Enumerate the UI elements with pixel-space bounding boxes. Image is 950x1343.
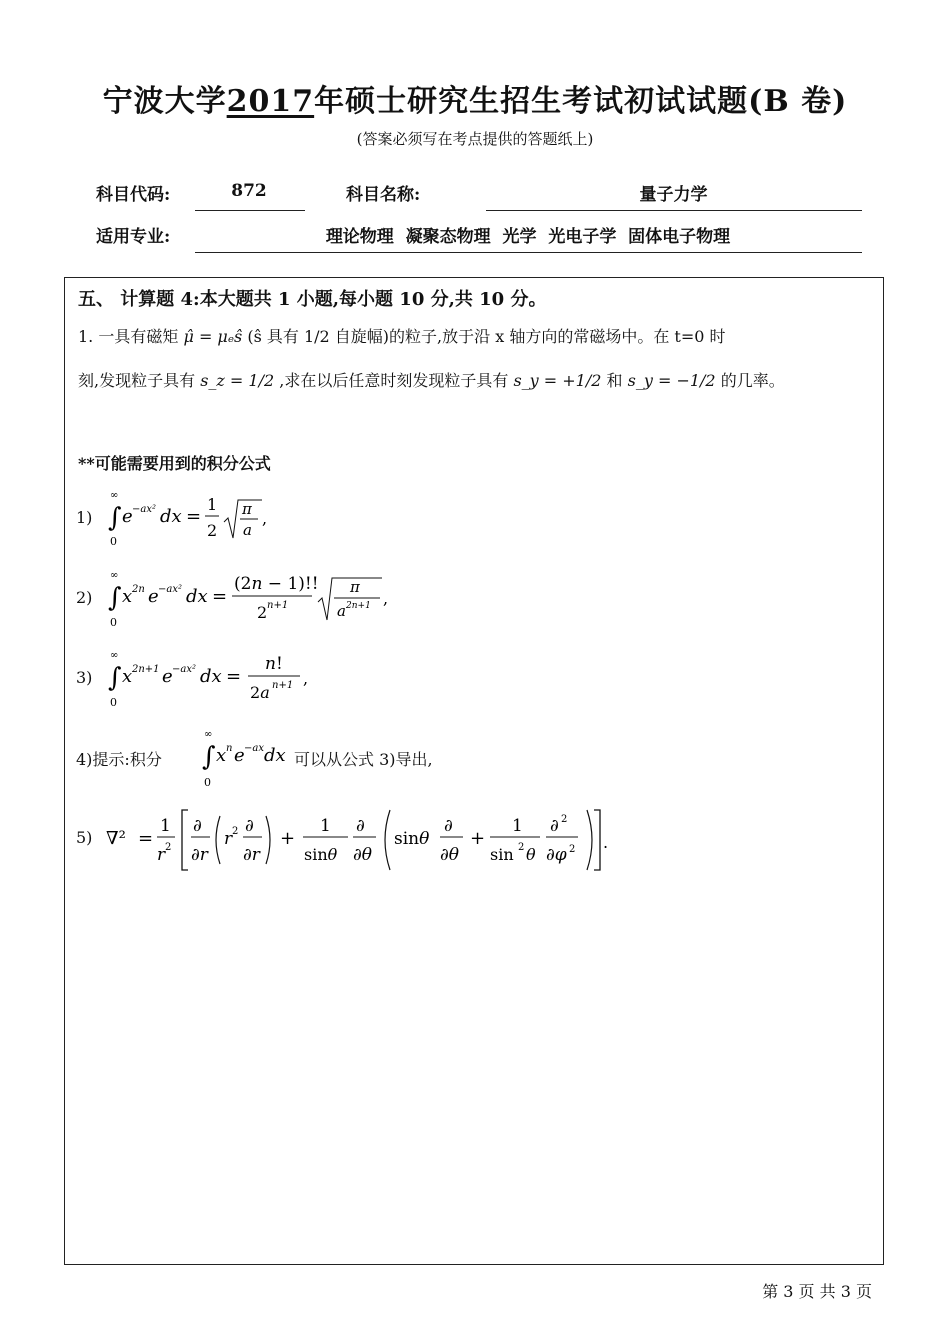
- formula-3: [100, 648, 330, 712]
- svg-text:∂: ∂: [245, 816, 254, 836]
- svg-text:∫: ∫: [108, 503, 122, 533]
- formula-1: [100, 488, 280, 550]
- svg-text:∫: ∫: [108, 663, 122, 693]
- section-heading: 五、 计算题 4:本大题共 1 小题,每小题 10 分,共 10 分。: [78, 289, 547, 310]
- svg-text:∂: ∂: [444, 816, 453, 836]
- svg-text:sinθ: sinθ: [304, 845, 338, 864]
- formula-4-text: 可以从公式 3)导出,: [294, 750, 433, 769]
- formula-1-label: 1): [76, 508, 93, 527]
- subject-name-value: 量子力学: [639, 185, 708, 205]
- formula-3-label: 3): [76, 668, 93, 687]
- svg-text:π: π: [242, 500, 252, 518]
- page-subtitle: (答案必须写在考点提供的答题纸上): [356, 130, 594, 148]
- svg-text:∂r: ∂r: [191, 845, 208, 865]
- svg-text:∞: ∞: [110, 570, 119, 581]
- subject-code-value: 872: [231, 181, 267, 201]
- svg-text:2a: 2a: [250, 683, 270, 702]
- svg-text:n: n: [226, 743, 233, 754]
- svg-text:∫: ∫: [202, 742, 216, 772]
- svg-text:(2n − 1)!!: (2n − 1)!!: [234, 574, 319, 594]
- magnetic-moment-expr: μ̂ = μₑŝ: [183, 327, 243, 346]
- svg-text:e: e: [122, 506, 133, 527]
- svg-text:∞: ∞: [110, 650, 119, 661]
- sy-minus-expr: s_y = −1/2: [627, 371, 716, 390]
- title-prefix: 宁波大学: [102, 84, 227, 119]
- question-box: [64, 277, 884, 1265]
- svg-text:1: 1: [320, 816, 331, 836]
- svg-text:0: 0: [110, 616, 117, 629]
- formula-4: [198, 726, 308, 790]
- svg-text:=: =: [138, 828, 154, 849]
- major-label: 适用专业:: [96, 227, 171, 247]
- svg-text:2n+1: 2n+1: [346, 601, 371, 611]
- svg-text:sinθ: sinθ: [394, 829, 430, 849]
- svg-text:x: x: [122, 586, 133, 607]
- svg-text:∞: ∞: [204, 729, 213, 740]
- svg-text:∂: ∂: [356, 816, 365, 836]
- question-line-1: 1. 一具有磁矩 μ̂ = μₑŝ (ŝ 具有 1/2 自旋幅)的粒子,放于沿 x 轴方向的常磁场中。在 t=0 时: [78, 327, 726, 346]
- svg-text:.: .: [603, 833, 609, 852]
- formula-2-label: 2): [76, 588, 93, 607]
- svg-text:r: r: [157, 845, 166, 865]
- svg-text:1: 1: [512, 816, 523, 836]
- title-year: 2017: [226, 84, 315, 119]
- svg-text:2: 2: [561, 814, 568, 825]
- svg-text:2: 2: [232, 826, 239, 837]
- svg-text:∂: ∂: [550, 816, 559, 836]
- svg-text:π: π: [350, 578, 360, 596]
- svg-text:∇²: ∇²: [106, 828, 126, 849]
- svg-text:+: +: [280, 828, 296, 849]
- svg-text:dx: dx: [160, 506, 182, 527]
- svg-text:2: 2: [569, 844, 576, 855]
- page-number: 第 3 页 共 3 页: [762, 1282, 872, 1301]
- svg-text:∂: ∂: [193, 816, 202, 836]
- svg-text:=: =: [186, 506, 202, 527]
- formula-5: [100, 800, 630, 880]
- formula-hint: **可能需要用到的积分公式: [78, 454, 271, 473]
- svg-text:2: 2: [257, 603, 268, 622]
- formula-2: [100, 568, 400, 632]
- formula-4-label: 4)提示:积分: [76, 750, 162, 769]
- sy-plus-expr: s_y = +1/2: [513, 371, 602, 390]
- svg-text:dx: dx: [264, 745, 286, 766]
- svg-text:−ax²: −ax²: [158, 584, 182, 595]
- title-suffix: 年硕士研究生招生考试初试试题(B 卷): [314, 84, 848, 119]
- svg-text:e: e: [234, 745, 245, 766]
- svg-text:2n+1: 2n+1: [132, 664, 160, 675]
- svg-text:∂θ: ∂θ: [440, 845, 460, 865]
- svg-text:θ: θ: [526, 845, 536, 864]
- svg-text:sin: sin: [490, 845, 514, 864]
- svg-text:∂θ: ∂θ: [353, 845, 373, 865]
- subject-name-label: 科目名称:: [346, 185, 421, 205]
- svg-text:,: ,: [383, 589, 389, 608]
- major-underline: [195, 252, 862, 253]
- svg-text:2: 2: [207, 521, 218, 540]
- svg-text:−ax²: −ax²: [132, 504, 156, 515]
- svg-text:x: x: [216, 745, 227, 766]
- svg-text:n+1: n+1: [267, 600, 289, 611]
- major-value: 理论物理 凝聚态物理 光学 光电子学 固体电子物理: [325, 227, 731, 247]
- svg-text:n+1: n+1: [272, 680, 294, 691]
- subject-name-underline: [486, 210, 862, 211]
- page-title: [0, 76, 950, 120]
- svg-text:e: e: [162, 666, 173, 687]
- svg-text:0: 0: [110, 696, 117, 709]
- svg-text:0: 0: [204, 776, 211, 789]
- svg-text:0: 0: [110, 535, 117, 548]
- svg-text:−ax²: −ax²: [172, 664, 196, 675]
- svg-text:,: ,: [262, 509, 268, 528]
- svg-text:∂r: ∂r: [243, 845, 260, 865]
- svg-text:e: e: [148, 586, 159, 607]
- svg-text:=: =: [226, 666, 242, 687]
- svg-text:n!: n!: [265, 654, 283, 674]
- sz-expr: s_z = 1/2: [200, 371, 275, 390]
- svg-text:∫: ∫: [108, 583, 122, 613]
- svg-text:,: ,: [303, 669, 309, 688]
- svg-text:∞: ∞: [110, 490, 119, 501]
- svg-text:r: r: [224, 829, 233, 849]
- svg-text:a: a: [337, 602, 346, 620]
- svg-text:dx: dx: [186, 586, 208, 607]
- subject-code-underline: [195, 210, 305, 211]
- svg-text:dx: dx: [200, 666, 222, 687]
- svg-text:+: +: [470, 828, 486, 849]
- svg-text:1: 1: [207, 495, 218, 514]
- svg-text:2n: 2n: [132, 584, 145, 595]
- formula-5-label: 5): [76, 828, 93, 847]
- svg-text:=: =: [212, 586, 228, 607]
- subject-code-label: 科目代码:: [96, 185, 171, 205]
- svg-text:1: 1: [160, 816, 171, 836]
- svg-text:∂φ: ∂φ: [546, 845, 567, 865]
- svg-text:2: 2: [518, 842, 525, 853]
- question-line-2: 刻,发现粒子具有 s_z = 1/2 ,求在以后任意时刻发现粒子具有 s_y = +1/2 和 s_y = −1/2 的几率。: [78, 371, 785, 390]
- svg-text:−ax: −ax: [244, 743, 264, 754]
- svg-text:2: 2: [165, 842, 172, 853]
- svg-text:a: a: [243, 521, 252, 539]
- svg-text:x: x: [122, 666, 133, 687]
